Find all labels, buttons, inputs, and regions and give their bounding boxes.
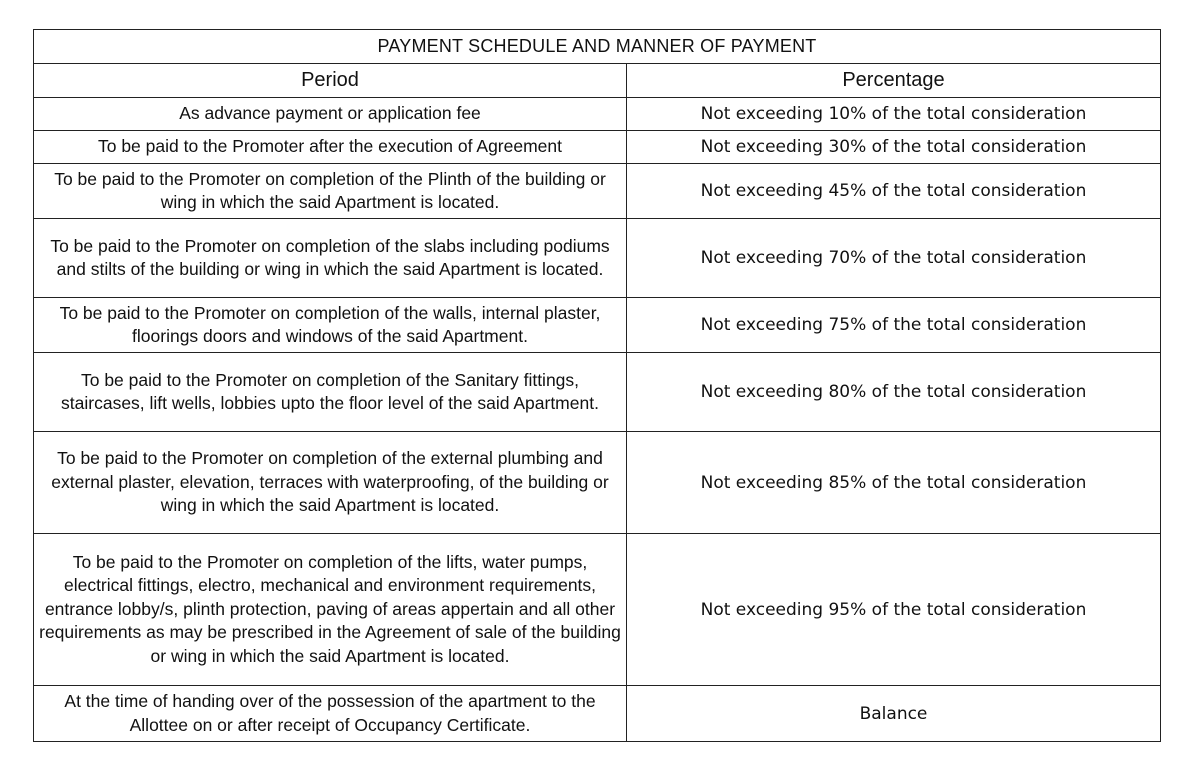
table-row — [34, 534, 1161, 686]
period-cell: To be paid to the Promoter on completion of the Plinth of the building or wing in which the said Apartment is located. — [34, 164, 627, 219]
table-header-row — [34, 64, 1161, 98]
table-row — [34, 432, 1161, 534]
percentage-cell: Not exceeding 30% of the total consideration — [627, 131, 1161, 164]
period-cell: To be paid to the Promoter on completion of the slabs including podiums and stilts of the building or wing in which the said Apartment is located. — [34, 219, 627, 298]
percentage-cell: Not exceeding 85% of the total consideration — [627, 432, 1161, 534]
payment-schedule-table — [33, 29, 1161, 742]
period-cell: At the time of handing over of the possession of the apartment to the Allottee on or after receipt of Occupancy Certificate. — [34, 686, 627, 742]
table-row — [34, 686, 1161, 742]
table-title: PAYMENT SCHEDULE AND MANNER OF PAYMENT — [34, 30, 1161, 64]
period-cell: To be paid to the Promoter on completion of the lifts, water pumps, electrical fittings, electro, mechanical and environment requirements, entrance lobby/s, plinth protection, paving of areas appertain and all other requirements as may be prescribed in the Agreement of sale of the building or wing in which the said Apartment is located. — [34, 534, 627, 686]
table-row — [34, 298, 1161, 353]
period-cell: To be paid to the Promoter after the execution of Agreement — [34, 131, 627, 164]
column-header-percentage: Percentage — [627, 64, 1161, 98]
column-header-period: Period — [34, 64, 627, 98]
period-cell: As advance payment or application fee — [34, 98, 627, 131]
percentage-cell: Not exceeding 70% of the total consideration — [627, 219, 1161, 298]
table-row — [34, 98, 1161, 131]
table-title-row — [34, 30, 1161, 64]
period-cell: To be paid to the Promoter on completion of the Sanitary fittings, staircases, lift wells, lobbies upto the floor level of the said Apartment. — [34, 353, 627, 432]
period-cell: To be paid to the Promoter on completion of the external plumbing and external plaster, elevation, terraces with waterproofing, of the building or wing in which the said Apartment is located. — [34, 432, 627, 534]
table-row — [34, 131, 1161, 164]
percentage-cell: Balance — [627, 686, 1161, 742]
percentage-cell: Not exceeding 80% of the total consideration — [627, 353, 1161, 432]
period-cell: To be paid to the Promoter on completion of the walls, internal plaster, floorings doors and windows of the said Apartment. — [34, 298, 627, 353]
percentage-cell: Not exceeding 10% of the total consideration — [627, 98, 1161, 131]
table-row — [34, 353, 1161, 432]
percentage-cell: Not exceeding 95% of the total consideration — [627, 534, 1161, 686]
percentage-cell: Not exceeding 45% of the total consideration — [627, 164, 1161, 219]
table-row — [34, 219, 1161, 298]
percentage-cell: Not exceeding 75% of the total consideration — [627, 298, 1161, 353]
table-row — [34, 164, 1161, 219]
